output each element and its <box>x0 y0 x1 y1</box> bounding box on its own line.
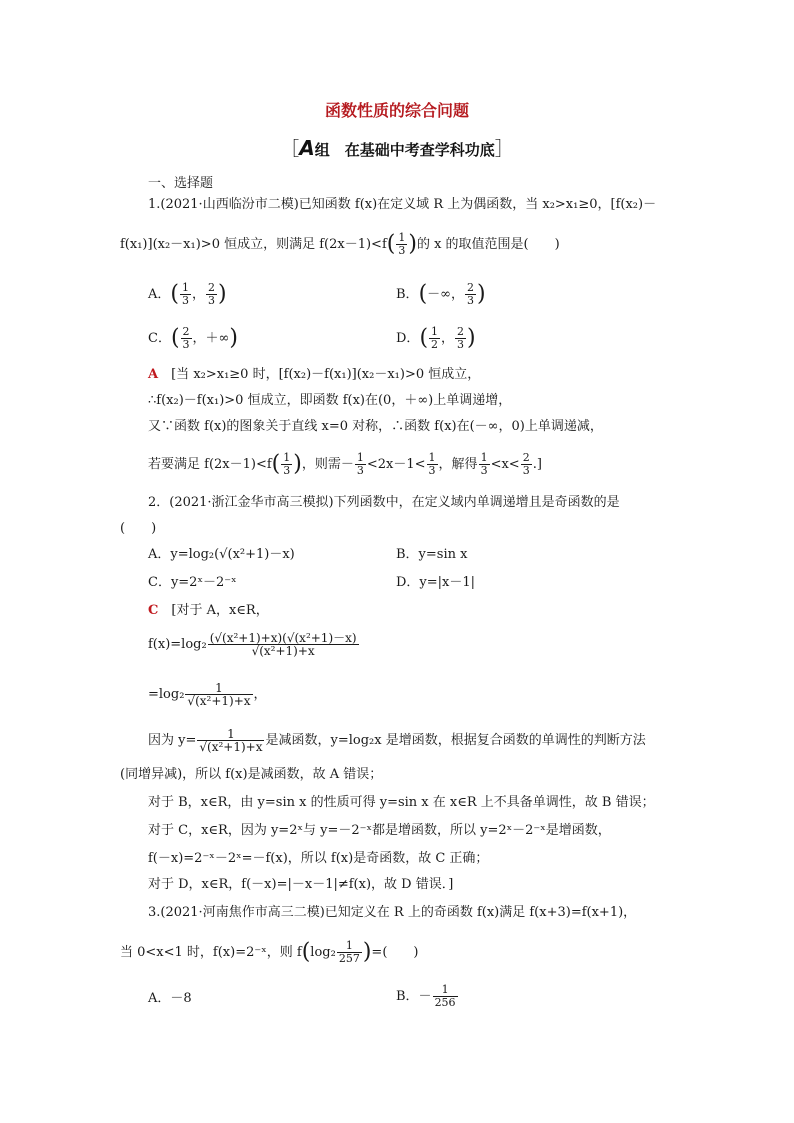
q1-frac: $\frac{1}{3}$ <box>398 231 406 257</box>
q2-solution-line7: 对于 C，x∈R，因为 y=2ˣ与 y=－2⁻ˣ都是增函数，所以 y=2ˣ－2⁻ˣ是增函数， <box>148 823 611 838</box>
q2-answer: C <box>148 603 159 618</box>
q2-option-a: A．y=log₂(√(x²+1)－x) <box>148 547 295 562</box>
q2-option-c: C．y=2ˣ－2⁻ˣ <box>148 575 237 590</box>
q3-option-a: A．－8 <box>148 991 192 1006</box>
q1-option-b: B．(－∞， $\frac{2}{3}$ ) <box>396 281 486 307</box>
q3-line1: 3.(2021·河南焦作市高三二模)已知定义在 R 上的奇函数 f(x)满足 f(x+3)=f(x+1)， <box>148 905 637 920</box>
q1-option-a: A．( $\frac{1}{3}$ ， $\frac{2}{3}$ ) <box>148 281 227 307</box>
page-title: 函数性质的综合问题 <box>324 101 469 120</box>
q1-solution-line1: A [当 x₂>x₁≥0 时，[f(x₂)－f(x₁)](x₂－x₁)>0 恒成立， <box>148 367 481 382</box>
q1-option-d: D．( $\frac{1}{2}$ ， $\frac{2}{3}$ ) <box>396 325 476 351</box>
q2-solution-line9: 对于 D，x∈R，f(－x)=|－x－1|≠f(x)，故 D 错误．] <box>148 877 454 892</box>
q1-solution-line4: 若要满足 f(2x－1)<f( $\frac{1}{3}$ )，则需－ $\frac{1}{3}$ <2x－1< $\frac{1}{3}$ ，解得 $\frac{1}{3}$ <x< $\frac{2}{3}$ .] <box>148 451 542 477</box>
q2-solution-line5: (同增异减)，所以 f(x)是减函数，故 A 错误； <box>120 767 383 782</box>
q2-solution-line1: C [对于 A，x∈R， <box>148 603 269 618</box>
q1-solution-line3: 又∵函数 f(x)的图象关于直线 x=0 对称，∴函数 f(x)在(－∞，0)上单调递减， <box>148 419 603 434</box>
section-heading: 一、选择题 <box>148 176 214 191</box>
q1-stem-end: 的 x 的取值范围是( ) <box>416 237 560 252</box>
q2-line1: 2．(2021·浙江金华市高三模拟)下列函数中，在定义域内单调递增且是奇函数的是 <box>148 495 620 510</box>
q2-solution-line3: =log₂ $\frac{1}{\text{√(x²+1)+x}}$ ， <box>148 681 267 708</box>
q3-line2: 当 0<x<1 时，f(x)=2⁻ˣ，则 f(log₂ $\frac{1}{257}$ )=( ) <box>120 939 419 965</box>
bracket-close: ］ <box>494 138 514 160</box>
bracket-open: ［ <box>280 138 300 160</box>
q2-option-b: B．y=sin x <box>396 547 468 562</box>
q3-option-b: B．－ $\frac{1}{256}$ <box>396 983 456 1009</box>
q1-option-c: C．( $\frac{2}{3}$ ，＋∞) <box>148 325 238 351</box>
q2-solution-line6: 对于 B，x∈R，由 y=sin x 的性质可得 y=sin x 在 x∈R 上不具备单调性，故 B 错误； <box>148 795 655 810</box>
q1-stem: f(x₁)](x₂－x₁)>0 恒成立，则满足 f(2x－1)<f <box>120 237 387 252</box>
q2-solution-line4: 因为 y= $\frac{1}{\text{√(x²+1)+x}}$ 是减函数，y=log₂x 是增函数，根据复合函数的单调性的判断方法 <box>148 727 646 754</box>
q1-line1: 1.(2021·山西临汾市二模)已知函数 f(x)在定义域 R 上为偶函数，当 x₂>x₁≥0，[f(x₂)－ <box>148 197 657 212</box>
q2-line2: ( ) <box>120 521 157 536</box>
group-banner <box>0 134 794 161</box>
q2-solution-line8: f(－x)=2⁻ˣ－2ˣ=－f(x)，所以 f(x)是奇函数，故 C 正确； <box>148 851 489 866</box>
group-letter: A <box>299 136 315 160</box>
q1-answer: A <box>148 367 159 382</box>
q2-solution-line2: f(x)=log₂ $\frac{\text{(√(x²+1)+x)(√(x²+1)－x)}}{\text{√(x²+1)+x}}$ <box>148 631 357 658</box>
q2-option-d: D．y=|x－1| <box>396 575 476 590</box>
q1-line2: f(x₁)](x₂－x₁)>0 恒成立，则满足 f(2x－1)<f( $\frac{1}{3}$ )的 x 的取值范围是( ) <box>120 231 560 257</box>
group-label: 组 在基础中考查学科功底 <box>314 141 495 159</box>
q1-solution-line2: ∴f(x₂)－f(x₁)>0 恒成立，即函数 f(x)在(0，＋∞)上单调递增， <box>148 393 512 408</box>
